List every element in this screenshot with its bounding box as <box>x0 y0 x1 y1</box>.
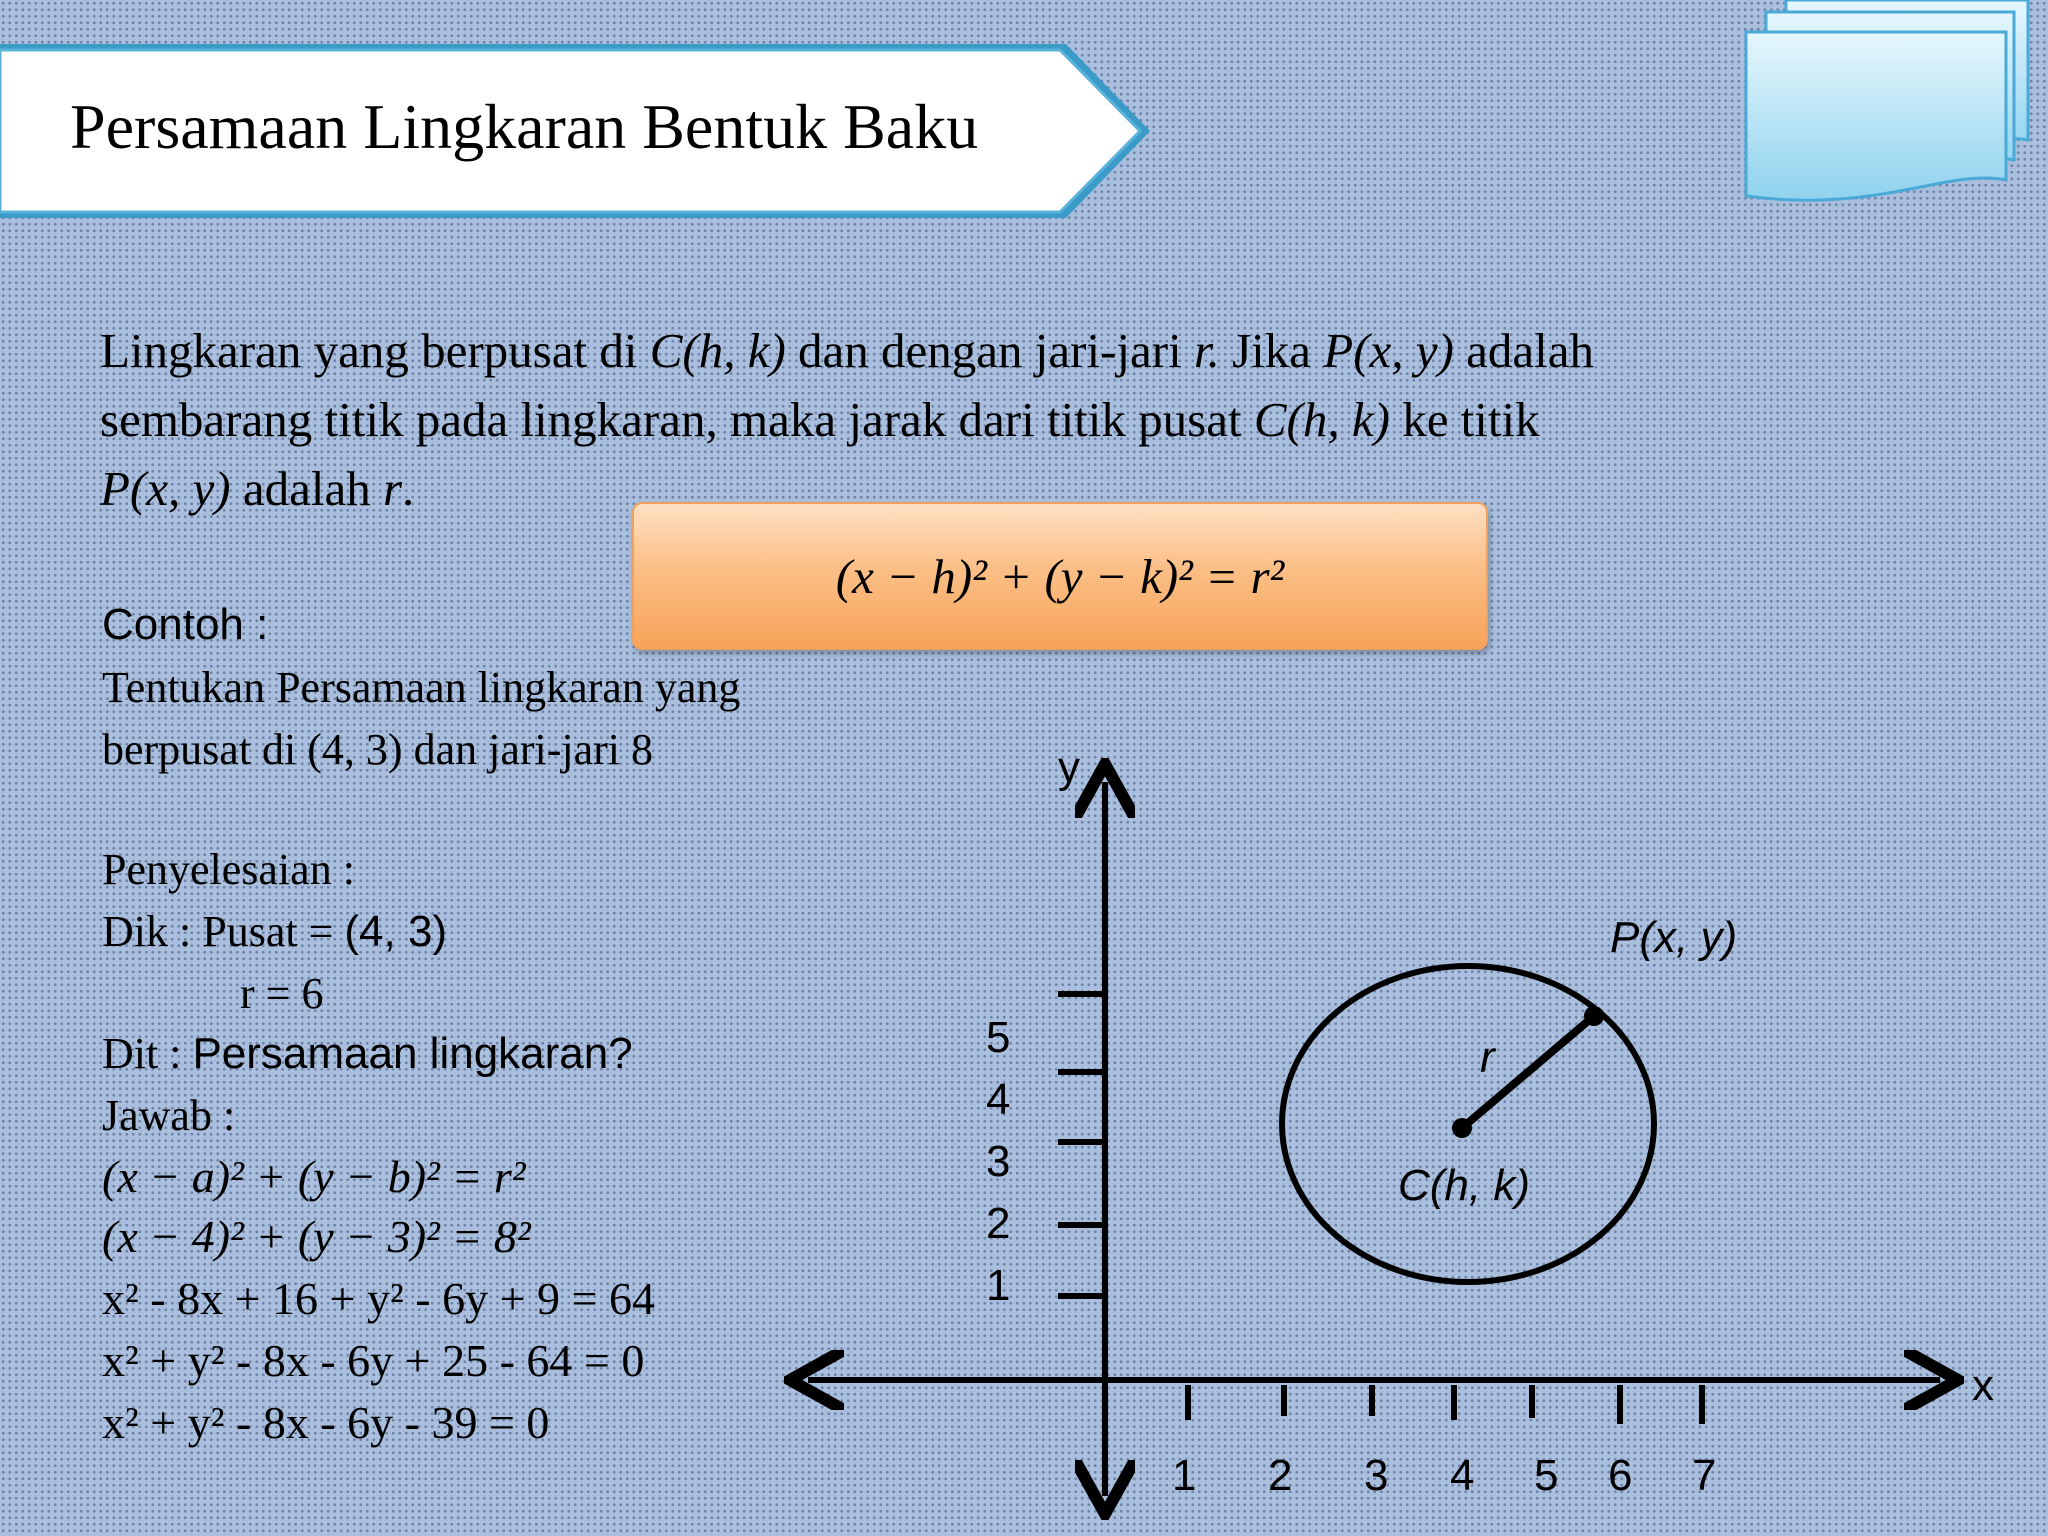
x-tick-label: 2 <box>1268 1451 1293 1500</box>
y-tick-label: 3 <box>986 1137 1011 1186</box>
x-tick-label: 3 <box>1364 1451 1389 1500</box>
center-notation: C(h, k) <box>1253 392 1390 447</box>
center-point <box>1452 1118 1472 1138</box>
solution-step-4: x² + y² - 8x - 6y + 25 - 64 = 0 <box>102 1335 645 1386</box>
solution-step-2: (x − 4)² + (y − 3)² = 8² <box>102 1211 531 1262</box>
radius-notation: r <box>382 461 403 516</box>
dit-label: Dit : <box>102 1029 193 1078</box>
intro-text: Lingkaran yang berpusat di <box>100 323 650 378</box>
y-tick-label: 4 <box>986 1075 1011 1124</box>
intro-text: sembarang titik pada lingkaran, maka jarak dari titik pusat <box>100 392 1254 447</box>
point-notation: P(x, y) <box>1323 323 1454 378</box>
center-notation: C(h, k) <box>649 323 786 378</box>
x-ticks <box>1172 1385 1716 1500</box>
x-tick-label: 4 <box>1450 1451 1475 1500</box>
y-tick-label: 5 <box>986 1013 1011 1062</box>
dik-label: Dik : Pusat = <box>102 907 345 956</box>
penyelesaian-label: Penyelesaian : <box>102 845 355 894</box>
standard-form-formula: (x − h)² + (y − k)² = r² <box>835 548 1285 604</box>
x-tick-label: 1 <box>1172 1451 1197 1500</box>
dit-value: Persamaan lingkaran? <box>192 1029 633 1078</box>
point-notation: P(x, y) <box>100 461 231 516</box>
x-tick-label: 5 <box>1534 1451 1559 1500</box>
jawab-label: Jawab : <box>102 1091 236 1140</box>
problem-line-2: berpusat di (4, 3) dan jari-jari 8 <box>102 725 654 774</box>
y-tick-label: 2 <box>986 1199 1011 1248</box>
x-tick-label: 7 <box>1692 1451 1717 1500</box>
contoh-label: Contoh : <box>102 600 269 649</box>
y-tick-label: 1 <box>986 1261 1011 1310</box>
radius-label: r <box>1480 1033 1495 1082</box>
y-ticks <box>986 994 1102 1310</box>
r-line: r = 6 <box>240 969 324 1018</box>
problem-line-1: Tentukan Persamaan lingkaran yang <box>102 663 741 712</box>
x-axis-label: x <box>1972 1361 1994 1410</box>
intro-text: dan dengan jari-jari <box>785 323 1194 378</box>
x-tick-label: 6 <box>1608 1451 1633 1500</box>
radius-notation: r. <box>1193 323 1220 378</box>
y-axis-label: y <box>1058 743 1080 792</box>
intro-text: . <box>402 461 415 516</box>
circle-point <box>1584 1006 1604 1026</box>
point-label: P(x, y) <box>1610 913 1738 962</box>
intro-text: Jika <box>1219 323 1324 378</box>
intro-text: ke titik <box>1389 392 1540 447</box>
page-title: Persamaan Lingkaran Bentuk Baku <box>70 91 979 162</box>
dik-value: (4, 3) <box>344 907 448 956</box>
intro-text: adalah <box>1453 323 1594 378</box>
solution-step-3: x² - 8x + 16 + y² - 6y + 9 = 64 <box>102 1273 655 1324</box>
center-label: C(h, k) <box>1398 1161 1530 1210</box>
solution-step-1: (x − a)² + (y − b)² = r² <box>102 1151 526 1202</box>
intro-text: adalah <box>230 461 383 516</box>
solution-step-5: x² + y² - 8x - 6y - 39 = 0 <box>102 1397 550 1448</box>
